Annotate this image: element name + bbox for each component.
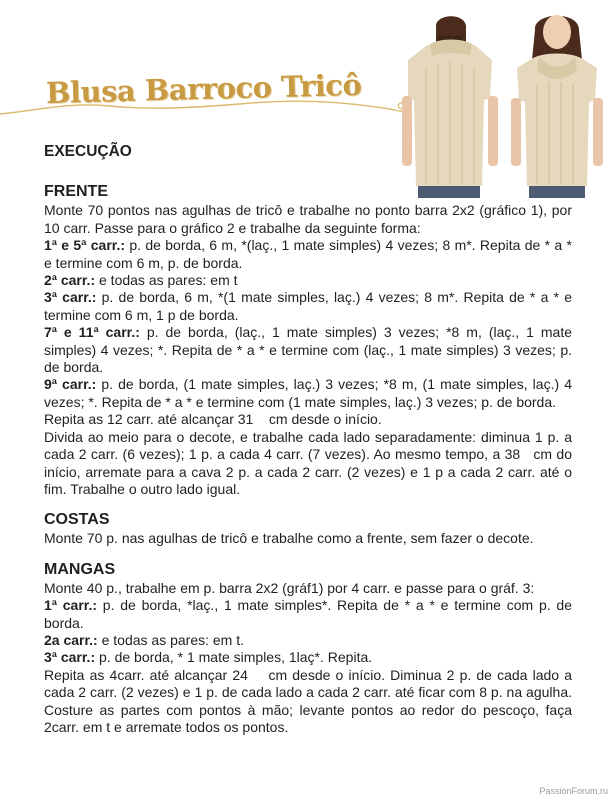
costas-heading: COSTAS xyxy=(44,511,110,529)
mangas-row: 3ª carr.: p. de borda, * 1 mate simples, 1laç*. Repita. xyxy=(44,649,373,666)
frente-intro: Monte 70 pontos nas agulhas de tricô e trabalhe no ponto barra 2x2 (gráfico 1), por 10 carr. Passe para o gráfico 2 e trabalhe da seguinte forma: xyxy=(44,202,572,236)
page-title: Blusa Barroco Tricô xyxy=(45,67,362,110)
mangas-intro: Monte 40 p., trabalhe em p. barra 2x2 (gráf1) por 4 carr. e passe para o gráf. 3: xyxy=(44,579,535,596)
costas-text: Monte 70 p. nas agulhas de tricô e trabalhe como a frente, sem fazer o decote. xyxy=(44,530,534,547)
frente-row: 3ª carr.: p. de borda, 6 m, *(1 mate simples, laç.) 4 vezes; 8 m*. Repita de * a * e termine com 6 m, 1 p de borda. xyxy=(44,289,573,323)
section-frente xyxy=(44,182,576,498)
frente-row: 9ª carr.: p. de borda, (1 mate simples, laç.) 3 vezes; *8 m, (1 mate simples, laç.) 4 vezes; *. Repita de * a * e termine com (1 mate simples, laç.) 3 vezes; p. de borda. xyxy=(44,376,572,410)
frente-row: 2ª carr.: e todas as pares: em t xyxy=(44,272,238,289)
frente-outro: Repita as 12 carr. até alcançar 31 cm desde o início. xyxy=(44,411,382,428)
section-costas xyxy=(44,510,572,547)
pattern-instructions xyxy=(44,143,576,748)
watermark: PassionForum.ru xyxy=(539,786,608,796)
mangas-row: 2a carr.: e todas as pares: em t. xyxy=(44,631,245,648)
frente-row: 7ª e 11ª carr.: p. de borda, (laç., 1 mate simples) 3 vezes; *8 m, (laç., 1 mate simples) 4 vezes; *. Repita de * a * e termine com (laç., 1 mate simples) 3 vezes; p. de borda. xyxy=(44,324,573,376)
section-mangas xyxy=(44,560,576,737)
frente-outro: Divida ao meio para o decote, e trabalhe cada lado separadamente: diminua 1 p. a cada 2 carr. (6 vezes); 1 p. a cada 4 carr. (7 vezes). Ao mesmo tempo, a 38 cm do início, arremate para a cava 2 p. a cada 2 carr. (2 vezes) e 1 p a cada 2 carr. até o fim. Trabalhe o outro lado igual. xyxy=(44,428,576,497)
mangas-row: 1ª carr.: p. de borda, *laç., 1 mate simples*. Repita de * a * e termine com p. de borda. xyxy=(44,597,572,631)
mangas-heading: MANGAS xyxy=(44,560,116,578)
frente-row: 1ª e 5ª carr.: p. de borda, 6 m, *(laç., 1 mate simples) 4 vezes; 8 m*. Repita de * a * e termine com 6 m, p. de borda. xyxy=(44,237,572,271)
execution-heading: EXECUÇÃO xyxy=(44,143,132,160)
frente-heading: FRENTE xyxy=(44,183,108,201)
mangas-outro: Repita as 4carr. até alcançar 24 cm desde o início. Diminua 2 p. de cada lado a cada 2 carr. (2 vezes) e 1 p. de cada lado a cada 2 carr. até ficar com 8 p. na agulha. Costure as partes com pontos à mão; levante pontos ao redor do pescoço, faça 2carr. em t e arremate todos os pontos. xyxy=(44,666,576,735)
